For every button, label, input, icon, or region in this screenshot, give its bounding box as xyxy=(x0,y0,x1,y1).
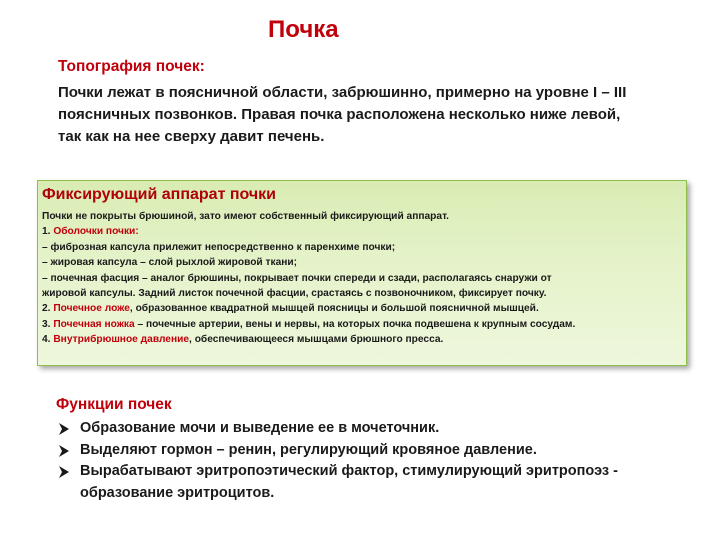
item-highlight: Оболочки почки: xyxy=(53,226,139,238)
item-rest: , обеспечивающееся мышцами брюшного пресса. xyxy=(189,334,444,346)
arrow-bullet-icon xyxy=(58,461,80,483)
item-highlight: Внутрибрюшное давление xyxy=(53,334,190,346)
list-item xyxy=(58,461,698,483)
functions-heading: Функции почек xyxy=(56,396,172,413)
topography-text xyxy=(58,82,698,148)
topography-line: поясничных позвонков. Правая почка расположена несколько ниже левой, xyxy=(58,106,621,123)
item-number: 2. xyxy=(42,303,54,315)
item-rest: , образованное квадратной мышцей поясницы и большой поясничной мышцей. xyxy=(129,303,539,315)
item-highlight: Почечное ложе xyxy=(53,303,130,315)
page-title: Почка xyxy=(268,16,339,43)
list-item-text: Вырабатывают эритропоэтический фактор, стимулирующий эритропоэз - xyxy=(80,463,618,479)
fixing-apparatus-box xyxy=(37,180,687,366)
fixing-intro: Почки не покрыты брюшиной, зато имеют собственный фиксирующий аппарат. xyxy=(42,211,449,222)
item-number: 4. xyxy=(42,334,54,346)
list-item-text: образование эритроцитов. xyxy=(80,484,275,501)
item-highlight: Почечная ножка xyxy=(53,318,135,330)
topography-heading: Топография почек: xyxy=(58,58,205,75)
fascia-line: – почечная фасция – аналог брюшины, покрывает почки спереди и сзади, располагаясь снаружи от xyxy=(42,272,552,284)
arrow-bullet-icon xyxy=(58,440,80,462)
fibrous-capsule-line: – фиброзная капсула прилежит непосредственно к паренхиме почки; xyxy=(42,241,396,253)
topography-line: Почки лежат в поясничной области, забрюшинно, примерно на уровне I – III xyxy=(58,84,627,101)
fixing-item-1 xyxy=(42,224,682,239)
fixing-apparatus-heading: Фиксирующий аппарат почки xyxy=(42,186,277,203)
fixing-item-3 xyxy=(42,317,682,332)
functions-list xyxy=(58,418,698,504)
fascia-line: жировой капсулы. Задний листок почечной фасции, срастаясь с позвоночником, фиксирует почку. xyxy=(42,288,547,300)
list-item-continuation xyxy=(58,483,698,505)
item-number: 3. xyxy=(42,318,54,330)
list-item-text: Выделяют гормон – ренин, регулирующий кровяное давление. xyxy=(80,441,537,458)
fixing-item-4 xyxy=(42,332,682,347)
list-item-text: Образование мочи и выведение ее в мочеточник. xyxy=(80,420,440,436)
item-rest: – почечные артерии, вены и нервы, на которых почка подвешена к крупным сосудам. xyxy=(134,318,576,330)
item-number: 1. xyxy=(42,226,54,238)
arrow-bullet-icon xyxy=(58,418,80,440)
fatty-capsule-line: – жировая капсула – слой рыхлой жировой ткани; xyxy=(42,257,298,269)
list-item xyxy=(58,418,698,440)
topography-line: так как на нее сверху давит печень. xyxy=(58,128,325,145)
fixing-item-2 xyxy=(42,301,682,316)
list-item xyxy=(58,440,698,462)
